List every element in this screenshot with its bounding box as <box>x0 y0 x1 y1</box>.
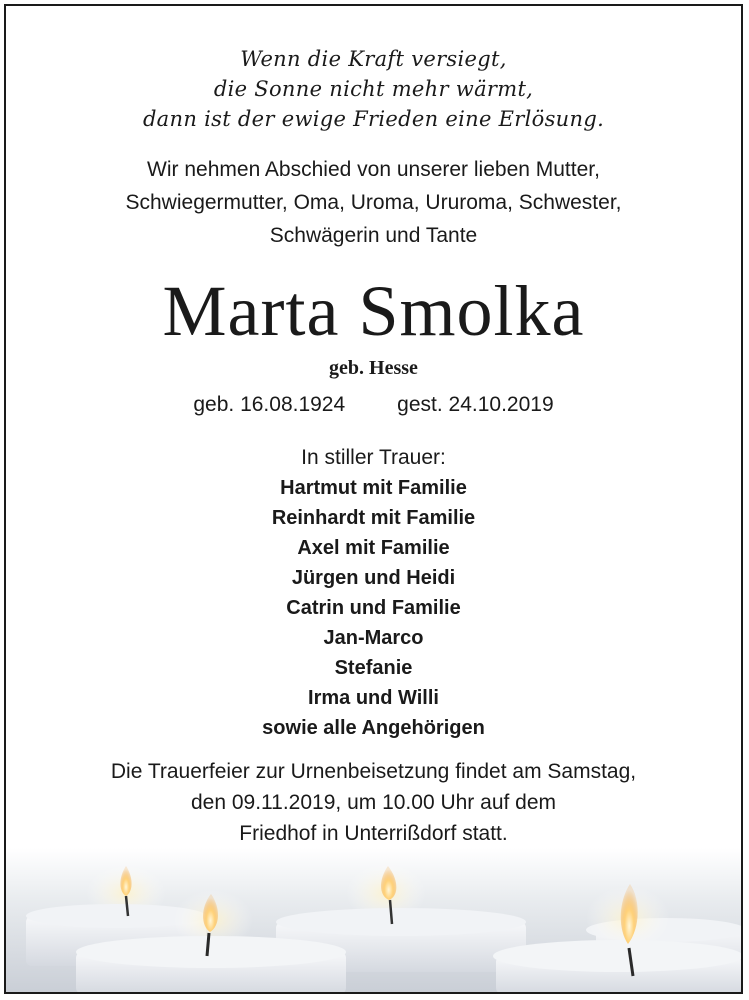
mourner: Jan-Marco <box>323 627 424 649</box>
obituary-content <box>6 6 741 849</box>
obituary-frame <box>4 4 743 994</box>
poem-line: die Sonne nicht mehr wärmt, <box>213 77 534 101</box>
mourner: Catrin und Familie <box>286 597 461 619</box>
intro-line: Schwiegermutter, Oma, Uroma, Ururoma, Schwester, <box>125 191 622 214</box>
maiden-name: geb. Hesse <box>329 357 418 379</box>
mourner: Irma und Willi <box>308 687 439 709</box>
birth-date: geb. 16.08.1924 <box>193 393 346 416</box>
mourner: Reinhardt mit Familie <box>271 507 476 529</box>
mourner: Axel mit Familie <box>297 537 450 559</box>
death-date: gest. 24.10.2019 <box>397 393 554 416</box>
ceremony-line: den 09.11.2019, um 10.00 Uhr auf dem <box>190 791 557 814</box>
intro-line: Wir nehmen Abschied von unserer lieben Mutter, <box>147 158 600 181</box>
deceased-name: Marta Smolka <box>162 271 585 351</box>
candles-image <box>6 848 741 994</box>
mourner: Stefanie <box>334 657 413 679</box>
mourner: Hartmut mit Familie <box>280 477 467 499</box>
life-dates <box>6 390 741 420</box>
mourner: Jürgen und Heidi <box>291 567 456 589</box>
ceremony-line: Die Trauerfeier zur Urnenbeisetzung findet am Samstag, <box>110 760 637 783</box>
poem <box>6 44 741 134</box>
intro-line: Schwägerin und Tante <box>269 224 478 247</box>
ceremony-notice <box>6 756 741 849</box>
ceremony-line: Friedhof in Unterrißdorf statt. <box>239 822 508 845</box>
mourning-title: In stiller Trauer: <box>301 446 446 469</box>
mourner: sowie alle Angehörigen <box>262 717 485 739</box>
mourners-list <box>6 473 741 743</box>
poem-line: Wenn die Kraft versiegt, <box>240 47 507 71</box>
farewell-intro <box>6 153 741 252</box>
poem-line: dann ist der ewige Frieden eine Erlösung. <box>142 107 605 131</box>
